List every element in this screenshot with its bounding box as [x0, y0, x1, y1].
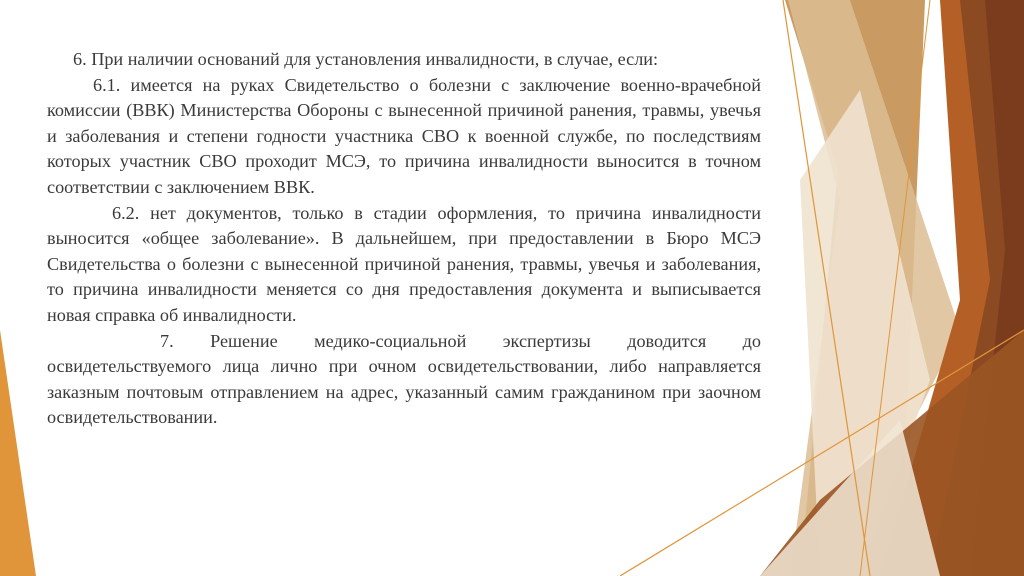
item-6-1-paragraph: 6.1. имеется на руках Свидетельство о болезни с заключение военно-врачебной комиссии (ВВК) Министерства Обороны с вынесенной причиной ранения, травмы, увечья и заболевания и степени годности участника СВО к военной службе, по последствиям которых участник СВО проходит МСЭ, то причина инвалидности выносится в точном соответствии с заключением ВВК.	[47, 74, 761, 197]
item-6-2-paragraph: 6.2. нет документов, только в стадии оформления, то причина инвалидности выносится «общее заболевание». В дальнейшем, при предоставлении в Бюро МСЭ Свидетельства о болезни с вынесенной причиной ранения, травмы, увечья и заболевания, то причина инвалидности меняется со дня предоставления документа и выписывается новая справка об инвалидности.	[47, 202, 761, 325]
item-6-heading: 6. При наличии оснований для установления инвалидности, в случае, если:	[73, 49, 659, 69]
left-accent-shape	[0, 330, 36, 576]
item-7-paragraph: 7. Решение медико-социальной экспертизы доводится до освидетельствуемого лица лично при очном освидетельствовании, либо направляется заказным почтовым отправлением на адрес, указанный самим гражданином при заочном освидетельствовании.	[47, 330, 761, 428]
slide-body	[47, 47, 761, 431]
